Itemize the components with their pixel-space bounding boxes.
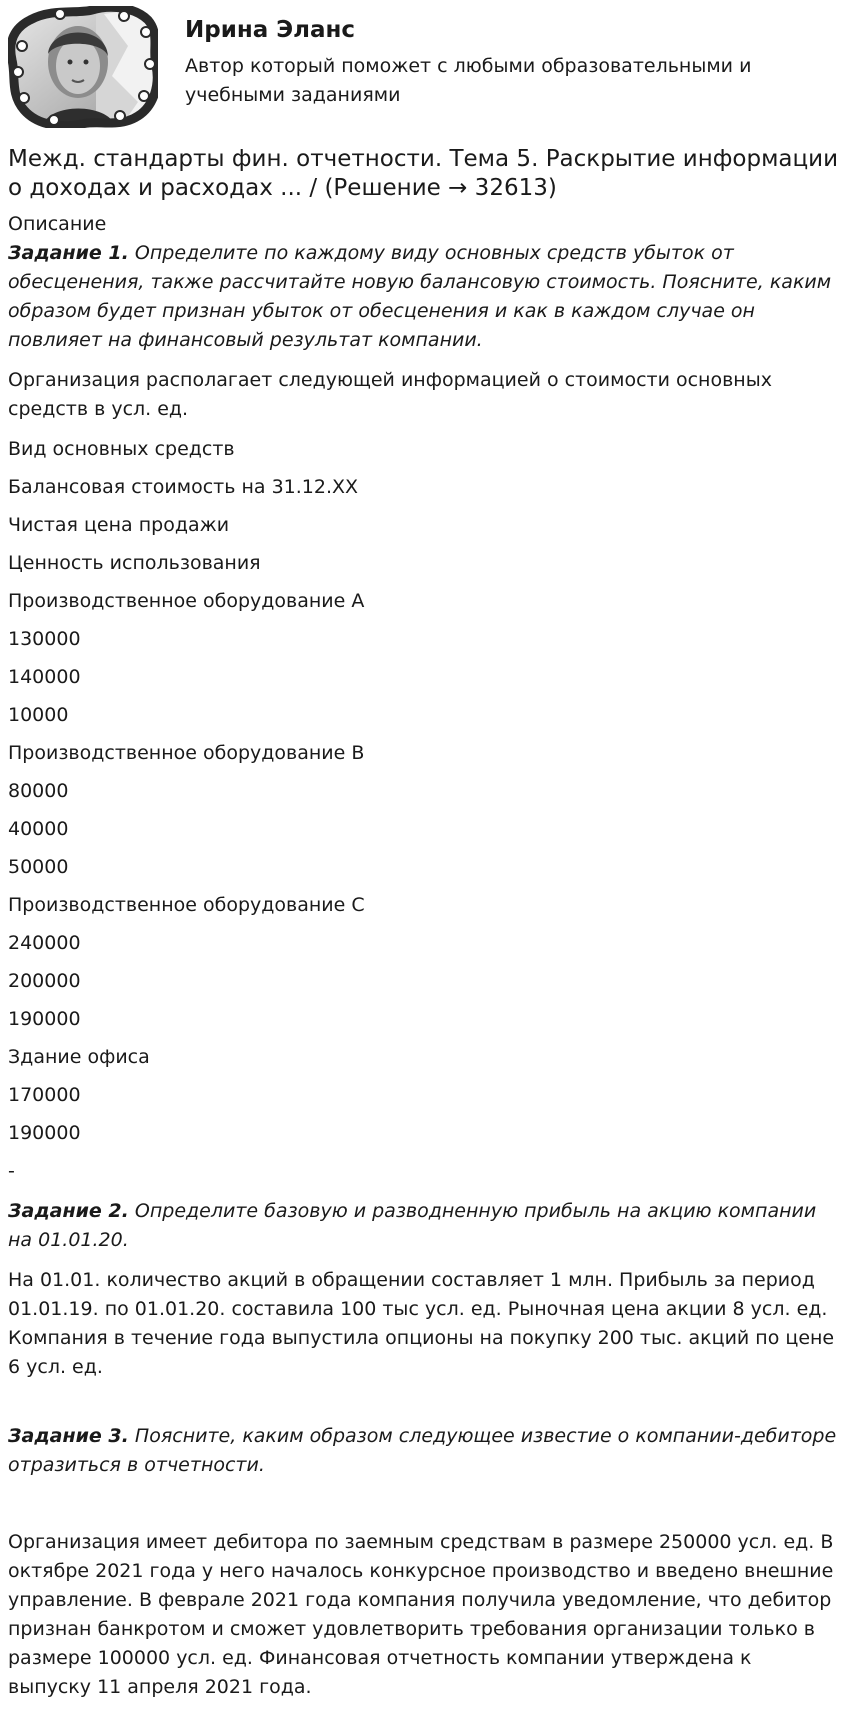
task1-text: Определите по каждому виду основных средств убыток от обесценения, также рассчитайте новую балансовую стоимость. Поясните, каким образом будет признан убыток от обесценения и как в каждом случае он повлияет на финансовый результат компании. [8,242,832,351]
list-item: 200000 [8,970,81,992]
task1-label: Задание 1. [8,242,129,264]
task3-statement [8,1422,840,1480]
list-item: 170000 [8,1084,81,1106]
asset-list [8,435,840,1186]
author-description: Автор который поможет с любыми образовательными и учебными заданиями [185,55,752,106]
description-label: Описание [8,213,107,235]
list-item: 240000 [8,932,81,954]
list-item: 80000 [8,780,69,802]
list-item: Чистая цена продажи [8,514,230,536]
list-item: - [8,1160,15,1182]
list-item: 190000 [8,1008,81,1030]
task3-body: Организация имеет дебитора по заемным средствам в размере 250000 усл. ед. В октябре 2021 года у него началось конкурсное производство и введено внешние управление. В феврале 2021 года компания получила уведомление, что дебитор признан банкротом и сможет удовлетворить требования организации только в размере 100000 усл. ед. Финансовая отчетность компании утверждена к выпуску 11 апреля 2021 года. [8,1531,834,1698]
list-item: Здание офиса [8,1046,150,1068]
task2-label: Задание 2. [8,1200,129,1222]
list-item: 50000 [8,856,69,878]
list-item: Производственное оборудование С [8,894,365,916]
task3-text: Поясните, каким образом следующее известие о компании-дебиторе отразиться в отчетности. [8,1425,837,1476]
task3-label: Задание 3. [8,1425,129,1447]
list-item: 190000 [8,1122,81,1144]
list-item: Балансовая стоимость на 31.12.ХХ [8,476,359,498]
author-avatar[interactable] [8,6,158,128]
list-item: Ценность использования [8,552,261,574]
list-item: 130000 [8,628,81,650]
author-card [8,6,838,126]
list-item: Производственное оборудование В [8,742,365,764]
list-item: 40000 [8,818,69,840]
list-item: 140000 [8,666,81,688]
author-name[interactable]: Ирина Эланс [185,17,356,43]
list-item: 10000 [8,704,69,726]
list-item: Производственное оборудование А [8,590,365,612]
list-item: Вид основных средств [8,438,235,460]
main-content [8,145,840,1702]
task1-statement [8,239,840,355]
task1-intro: Организация располагает следующей информацией о стоимости основных средств в усл. ед. [8,369,772,420]
task2-statement [8,1197,840,1255]
page-title: Межд. стандарты фин. отчетности. Тема 5. Раскрытие информации о доходах и расходах ... / (Решение → 32613) [8,146,839,201]
task2-text: Определите базовую и разводненную прибыль на акцию компании на 01.01.20. [8,1200,817,1251]
task2-body: На 01.01. количество акций в обращении составляет 1 млн. Прибыль за период 01.01.19. по 01.01.20. составила 100 тыс усл. ед. Рыночная цена акции 8 усл. ед. Компания в течение года выпустила опционы на покупку 200 тыс. акций по цене 6 усл. ед. [8,1269,835,1378]
